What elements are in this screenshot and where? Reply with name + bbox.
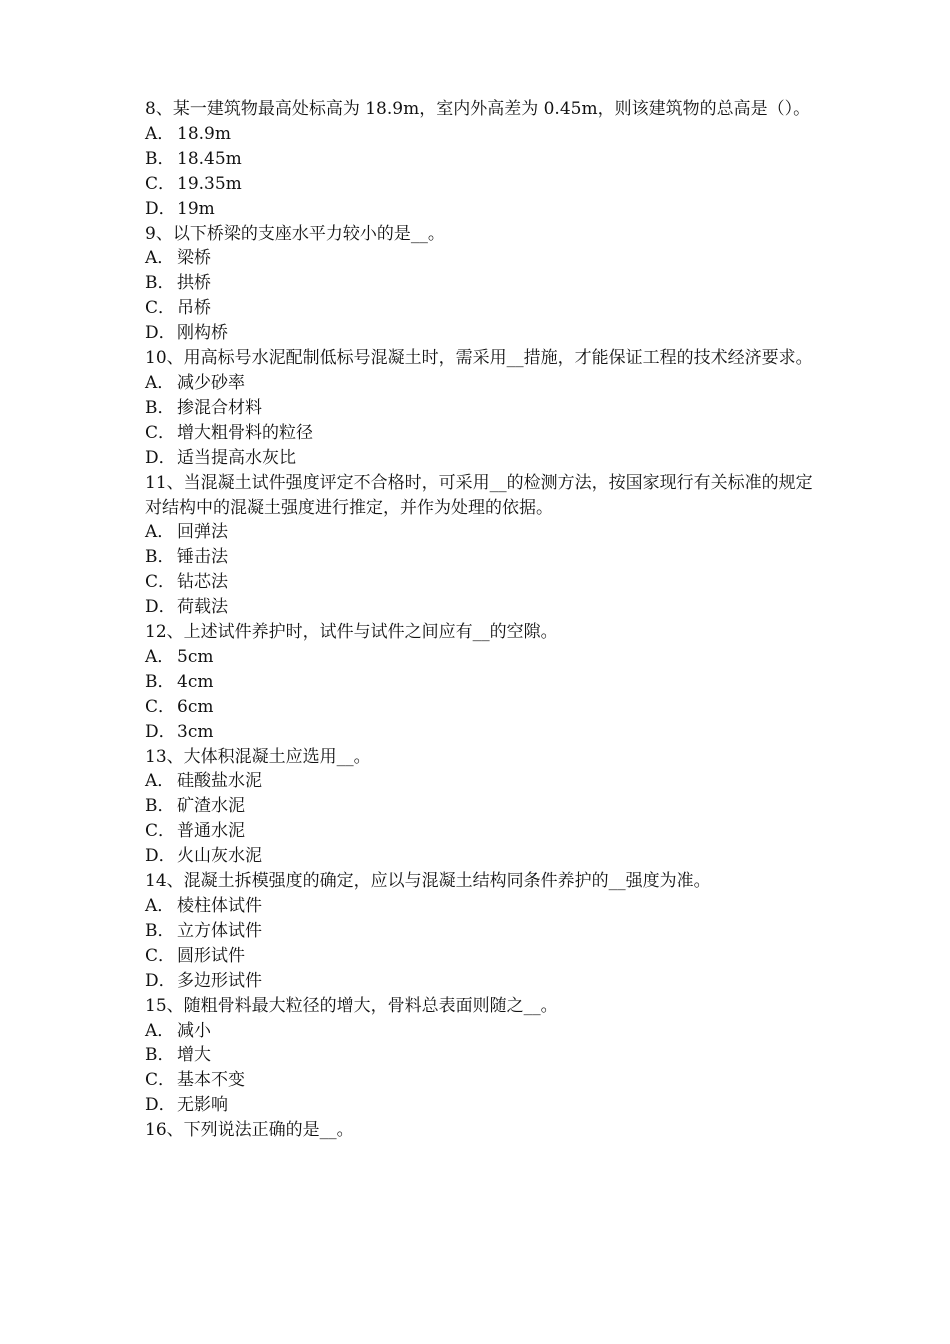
option-text: 普通水泥 [177, 821, 245, 842]
question-8 [145, 97, 813, 222]
option-text: 19m [177, 198, 215, 219]
option-text: 棱柱体试件 [177, 896, 262, 916]
question-stem: 10、用高标号水泥配制低标号混凝土时，需采用__措施，才能保证工程的技术经济要求。 [145, 348, 813, 369]
option-a [145, 645, 813, 670]
option-text: 矿渣水泥 [177, 796, 245, 817]
option-letter: C． [145, 298, 176, 319]
option-d [145, 844, 813, 869]
option-d [145, 969, 813, 994]
option-text: 锤击法 [177, 547, 228, 568]
option-letter: B． [145, 148, 175, 169]
option-c [145, 944, 813, 969]
option-text: 6cm [177, 696, 214, 717]
option-letter: B． [145, 273, 175, 294]
option-letter: A． [145, 896, 175, 916]
option-letter: C． [145, 422, 176, 443]
option-d [145, 321, 813, 346]
option-b [145, 670, 813, 695]
option-letter: D． [145, 597, 176, 618]
option-letter: A． [145, 1020, 175, 1041]
question-stem: 14、混凝土拆模强度的确定，应以与混凝土结构同条件养护的__强度为准。 [145, 871, 711, 892]
option-b [145, 919, 813, 944]
option-d [145, 446, 813, 471]
question-16 [145, 1118, 813, 1143]
option-a [145, 371, 813, 396]
option-letter: A． [145, 771, 175, 792]
option-text: 增大 [177, 1045, 211, 1066]
option-letter: B． [145, 397, 175, 418]
option-b [145, 147, 813, 172]
question-stem: 12、上述试件养护时，试件与试件之间应有__的空隙。 [145, 622, 558, 643]
option-c [145, 421, 813, 446]
option-letter: A． [145, 123, 175, 144]
option-text: 18.9m [177, 123, 231, 144]
option-letter: D． [145, 970, 176, 991]
option-text: 硅酸盐水泥 [177, 771, 262, 792]
option-text: 多边形试件 [177, 970, 262, 991]
option-a [145, 769, 813, 794]
option-text: 掺混合材料 [177, 397, 262, 418]
option-a [145, 122, 813, 147]
option-b [145, 271, 813, 296]
question-9 [145, 222, 813, 347]
option-letter: B． [145, 547, 175, 568]
option-letter: B． [145, 1045, 175, 1066]
option-c [145, 172, 813, 197]
option-letter: A． [145, 248, 175, 269]
option-text: 5cm [177, 646, 214, 667]
option-c [145, 695, 813, 720]
option-b [145, 1043, 813, 1068]
question-stem: 16、下列说法正确的是__。 [145, 1120, 354, 1141]
option-c [145, 570, 813, 595]
option-d [145, 595, 813, 620]
option-d [145, 197, 813, 222]
option-b [145, 794, 813, 819]
option-d [145, 720, 813, 745]
option-c [145, 819, 813, 844]
option-a [145, 1019, 813, 1044]
question-12 [145, 620, 813, 745]
question-14 [145, 869, 813, 994]
option-a [145, 894, 813, 919]
option-text: 荷载法 [177, 597, 228, 618]
option-text: 立方体试件 [177, 920, 262, 941]
option-letter: C． [145, 945, 176, 966]
option-a [145, 520, 813, 545]
question-stem: 9、以下桥梁的支座水平力较小的是__。 [145, 223, 445, 244]
question-10 [145, 346, 813, 471]
option-letter: B． [145, 671, 175, 692]
option-letter: C． [145, 572, 176, 593]
option-letter: A． [145, 522, 175, 543]
option-text: 梁桥 [177, 248, 211, 269]
option-text: 基本不变 [177, 1070, 245, 1091]
option-text: 吊桥 [177, 298, 211, 319]
option-d [145, 1093, 813, 1118]
option-letter: A． [145, 646, 175, 667]
option-text: 18.45m [177, 148, 242, 169]
document-page [145, 97, 813, 1143]
option-text: 19.35m [177, 173, 242, 194]
option-c [145, 296, 813, 321]
option-text: 火山灰水泥 [177, 846, 262, 867]
option-letter: D． [145, 1095, 176, 1116]
option-text: 减小 [177, 1020, 211, 1041]
option-letter: B． [145, 920, 175, 941]
option-text: 拱桥 [177, 273, 211, 294]
option-letter: C． [145, 821, 176, 842]
option-text: 4cm [177, 671, 214, 692]
option-letter: D． [145, 323, 176, 344]
option-text: 钻芯法 [177, 572, 228, 593]
option-text: 3cm [177, 721, 214, 742]
option-b [145, 545, 813, 570]
question-stem: 13、大体积混凝土应选用__。 [145, 746, 371, 767]
question-stem: 15、随粗骨料最大粒径的增大，骨料总表面则随之__。 [145, 995, 558, 1016]
option-text: 刚构桥 [177, 323, 228, 344]
question-stem: 11、当混凝土试件强度评定不合格时，可采用__的检测方法，按国家现行有关标准的规定对结构中的混凝土强度进行推定，并作为处理的依据。 [145, 472, 813, 518]
option-text: 减少砂率 [177, 372, 245, 393]
option-letter: D． [145, 198, 176, 219]
option-letter: B． [145, 796, 175, 817]
option-b [145, 396, 813, 421]
option-letter: A． [145, 372, 175, 393]
question-15 [145, 994, 813, 1119]
option-text: 增大粗骨料的粒径 [177, 422, 313, 443]
option-a [145, 246, 813, 271]
option-letter: C． [145, 173, 176, 194]
option-c [145, 1068, 813, 1093]
option-text: 圆形试件 [177, 945, 245, 966]
option-letter: D． [145, 846, 176, 867]
option-letter: D． [145, 447, 176, 468]
option-letter: D． [145, 721, 176, 742]
option-text: 无影响 [177, 1095, 228, 1116]
question-stem: 8、某一建筑物最高处标高为 18.9m，室内外高差为 0.45m，则该建筑物的总高是（）。 [145, 99, 811, 119]
option-letter: C． [145, 696, 176, 717]
option-text: 回弹法 [177, 522, 228, 543]
question-11 [145, 471, 813, 620]
question-13 [145, 745, 813, 870]
option-text: 适当提高水灰比 [177, 447, 296, 468]
option-letter: C． [145, 1070, 176, 1091]
